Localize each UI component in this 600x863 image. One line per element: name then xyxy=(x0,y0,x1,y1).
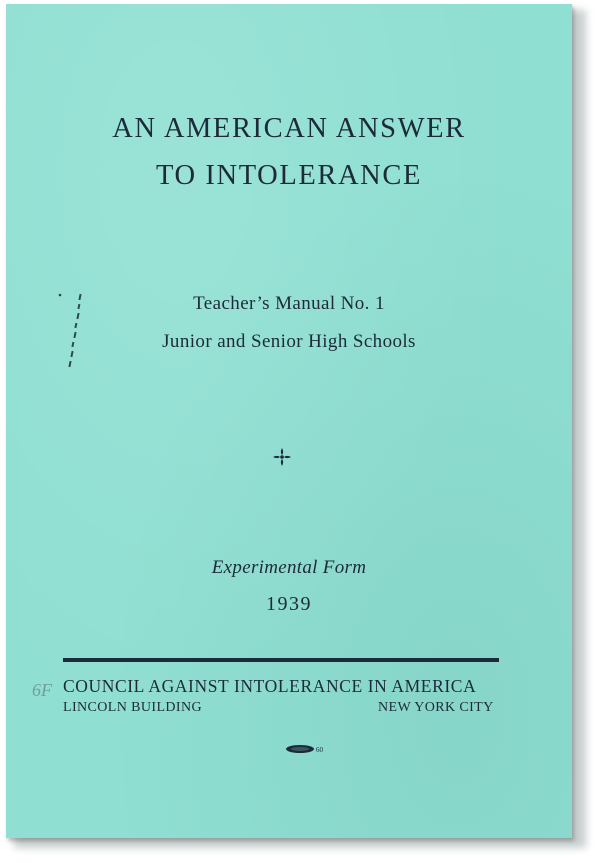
union-label-number: 60 xyxy=(316,746,323,754)
pamphlet-cover xyxy=(6,4,572,838)
subtitle-audience: Junior and Senior High Schools xyxy=(162,331,416,352)
edition-label: Experimental Form xyxy=(211,557,367,578)
pencil-annotation xyxy=(28,674,68,704)
horizontal-rule xyxy=(63,658,499,662)
subtitle-manual: Teacher’s Manual No. 1 xyxy=(193,293,385,314)
fleuron-icon xyxy=(271,446,293,468)
title-line-1: AN AMERICAN ANSWER xyxy=(112,113,466,144)
pencil-note-text: 6F xyxy=(32,680,52,700)
title-line-2: TO INTOLERANCE xyxy=(156,160,422,191)
publisher-name: COUNCIL AGAINST INTOLERANCE IN AMERICA xyxy=(63,676,477,696)
publisher-building: LINCOLN BUILDING xyxy=(63,700,202,715)
publisher-city: NEW YORK CITY xyxy=(378,700,494,715)
union-label-icon xyxy=(283,742,333,756)
publication-year: 1939 xyxy=(266,593,312,615)
